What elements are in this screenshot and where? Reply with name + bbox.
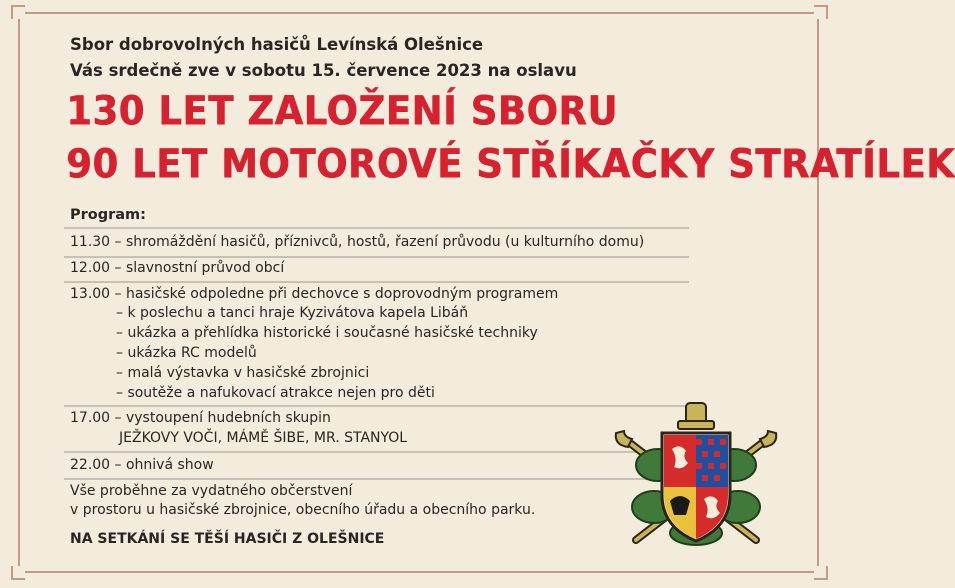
program-subitem: – malá výstavka v hasičské zbrojnici (116, 365, 370, 381)
program-subitem: – k poslechu a tanci hraje Kyzivátova kapela Libáň (116, 305, 469, 321)
program-subitem: – ukázka RC modelů (116, 345, 257, 361)
frame-corner-bl (11, 566, 25, 580)
divider (64, 405, 689, 407)
organizer-line: Sbor dobrovolných hasičů Levínská Olešnice (70, 35, 484, 54)
invitation-line: Vás srdečně zve v sobotu 15. července 2023 na oslavu (70, 61, 577, 80)
frame-corner-tl (11, 5, 25, 19)
headline-anniversary: 130 LET ZALOŽENÍ SBORU (66, 88, 618, 135)
note-line: Vše proběhne za vydatného občerstvení (70, 483, 353, 499)
program-item: 17.00 – vystoupení hudebních skupin (70, 410, 331, 426)
program-item: 13.00 – hasičské odpoledne při dechovce s doprovodným programem (70, 286, 559, 302)
closing-line: NA SETKÁNÍ SE TĚŠÍ HASIČI Z OLEŠNICE (70, 531, 385, 547)
firefighters-emblem-icon (606, 395, 786, 555)
divider (64, 478, 689, 480)
program-title: Program: (70, 207, 146, 223)
divider (64, 227, 689, 229)
band-names: JEŽKOVY VOČI, MÁMĚ ŠIBE, MR. STANYOL (119, 430, 408, 446)
frame-corner-br (814, 566, 828, 580)
program-item: 12.00 – slavnostní průvod obcí (70, 260, 285, 276)
divider (64, 281, 689, 283)
program-subitem: – ukázka a přehlídka historické i současné hasičské techniky (116, 325, 538, 341)
divider (64, 451, 689, 453)
program-item: 22.00 – ohnivá show (70, 457, 214, 473)
headline-pump: 90 LET MOTOROVÉ STŘÍKAČKY STRATÍLEK (66, 141, 955, 188)
program-subitem: – soutěže a nafukovací atrakce nejen pro děti (116, 385, 435, 401)
frame-corner-tr (814, 5, 828, 19)
note-line: v prostoru u hasičské zbrojnice, obecního úřadu a obecního parku. (70, 502, 536, 518)
program-item: 11.30 – shromáždění hasičů, příznivců, hostů, řazení průvodu (u kulturního domu) (70, 234, 645, 250)
